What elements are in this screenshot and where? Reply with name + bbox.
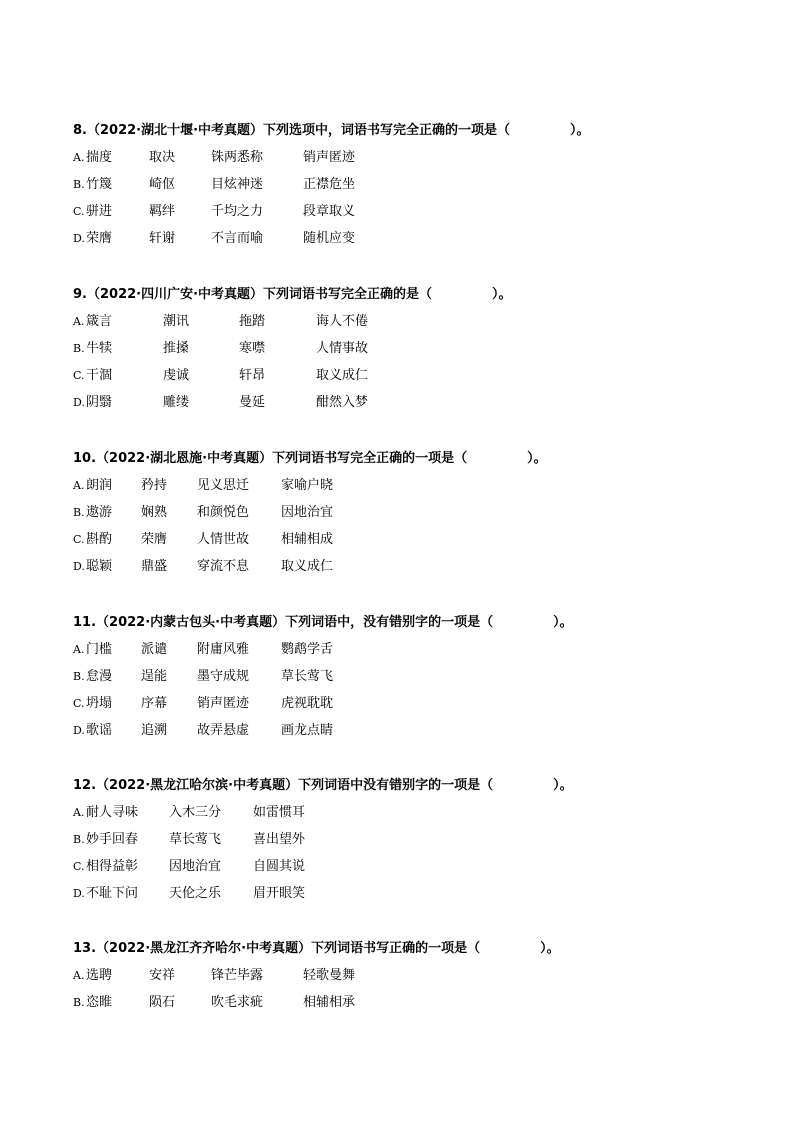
option-word: 轩昂 bbox=[239, 368, 266, 383]
option-word: 寒噤 bbox=[239, 341, 266, 356]
option-word: 骈进 bbox=[86, 204, 113, 219]
question-close: ）。 bbox=[570, 123, 590, 138]
option-a bbox=[73, 804, 733, 831]
option-word: 取义成仁 bbox=[316, 368, 369, 383]
option-word: 取义成仁 bbox=[281, 559, 334, 574]
option-letter: D. bbox=[73, 396, 85, 409]
option-word: 不耻下问 bbox=[86, 886, 139, 901]
option-word: 轻歌曼舞 bbox=[303, 968, 356, 983]
option-b bbox=[73, 668, 733, 695]
option-word: 人情事故 bbox=[316, 341, 369, 356]
question-text: 11.（2022·内蒙古包头·中考真题）下列词语中，没有错别字的一项是（ bbox=[73, 615, 494, 630]
option-word: 轩谢 bbox=[149, 231, 176, 246]
option-word: 附庸风雅 bbox=[197, 642, 250, 657]
option-d bbox=[73, 394, 733, 421]
question-text: 8.（2022·湖北十堰·中考真题）下列选项中，词语书写完全正确的一项是（ bbox=[73, 123, 511, 138]
question-8 bbox=[73, 122, 733, 257]
option-word: 酣然入梦 bbox=[316, 395, 369, 410]
option-word: 故弄悬虚 bbox=[197, 723, 250, 738]
option-letter: A. bbox=[73, 479, 85, 492]
option-word: 段章取义 bbox=[303, 204, 356, 219]
option-word: 揣度 bbox=[86, 150, 113, 165]
question-text: 12.（2022·黑龙江哈尔滨·中考真题）下列词语中没有错别字的一项是（ bbox=[73, 778, 494, 793]
option-b bbox=[73, 176, 733, 203]
option-word: 箴言 bbox=[86, 314, 113, 329]
option-word: 歌谣 bbox=[86, 723, 113, 738]
option-word: 虔诚 bbox=[163, 368, 190, 383]
option-letter: C. bbox=[73, 860, 85, 873]
option-word: 荣膺 bbox=[86, 231, 113, 246]
option-word: 恣睢 bbox=[86, 995, 113, 1010]
option-word: 朗润 bbox=[86, 478, 113, 493]
option-word: 追溯 bbox=[141, 723, 168, 738]
option-letter: B. bbox=[73, 342, 85, 355]
option-word: 斟酌 bbox=[86, 532, 113, 547]
option-word: 穿流不息 bbox=[197, 559, 250, 574]
option-letter: B. bbox=[73, 506, 85, 519]
option-a bbox=[73, 313, 733, 340]
option-letter: B. bbox=[73, 178, 85, 191]
option-word: 吹毛求疵 bbox=[211, 995, 264, 1010]
option-word: 草长莺飞 bbox=[281, 669, 334, 684]
option-word: 怠漫 bbox=[86, 669, 113, 684]
option-word: 墨守成规 bbox=[197, 669, 250, 684]
question-close: ）。 bbox=[553, 778, 573, 793]
option-word: 人情世故 bbox=[197, 532, 250, 547]
question-title bbox=[73, 122, 733, 140]
option-word: 入木三分 bbox=[169, 805, 222, 820]
option-c bbox=[73, 858, 733, 885]
option-word: 家喻户晓 bbox=[281, 478, 334, 493]
option-letter: A. bbox=[73, 643, 85, 656]
option-word: 虎视耽耽 bbox=[281, 696, 334, 711]
option-word: 铢两悉称 bbox=[211, 150, 264, 165]
option-a bbox=[73, 477, 733, 504]
option-a bbox=[73, 149, 733, 176]
option-letter: B. bbox=[73, 833, 85, 846]
option-word: 逞能 bbox=[141, 669, 168, 684]
option-word: 安祥 bbox=[149, 968, 176, 983]
option-word: 相辅相成 bbox=[281, 532, 334, 547]
question-title bbox=[73, 614, 733, 632]
option-word: 竹篾 bbox=[86, 177, 113, 192]
option-a bbox=[73, 967, 733, 994]
option-letter: C. bbox=[73, 205, 85, 218]
option-word: 草长莺飞 bbox=[169, 832, 222, 847]
option-word: 随机应变 bbox=[303, 231, 356, 246]
option-word: 天伦之乐 bbox=[169, 886, 222, 901]
option-b bbox=[73, 831, 733, 858]
option-word: 阴翳 bbox=[86, 395, 113, 410]
question-close: ）。 bbox=[492, 287, 512, 302]
option-word: 画龙点睛 bbox=[281, 723, 334, 738]
question-text: 9.（2022·四川广安·中考真题）下列词语书写完全正确的是（ bbox=[73, 287, 433, 302]
option-word: 正襟危坐 bbox=[303, 177, 356, 192]
option-a bbox=[73, 641, 733, 668]
option-letter: C. bbox=[73, 369, 85, 382]
option-word: 如雷惯耳 bbox=[253, 805, 306, 820]
question-title bbox=[73, 450, 733, 468]
option-word: 和颜悦色 bbox=[197, 505, 250, 520]
option-d bbox=[73, 885, 733, 912]
option-letter: A. bbox=[73, 315, 85, 328]
option-word: 鹦鹉学舌 bbox=[281, 642, 334, 657]
option-word: 目炫神迷 bbox=[211, 177, 264, 192]
option-word: 鼎盛 bbox=[141, 559, 168, 574]
question-10 bbox=[73, 450, 733, 585]
option-word: 取决 bbox=[149, 150, 176, 165]
option-word: 锋芒毕露 bbox=[211, 968, 264, 983]
option-letter: D. bbox=[73, 560, 85, 573]
option-word: 矜持 bbox=[141, 478, 168, 493]
option-letter: C. bbox=[73, 533, 85, 546]
option-d bbox=[73, 722, 733, 749]
option-letter: D. bbox=[73, 232, 85, 245]
question-title bbox=[73, 940, 733, 958]
option-letter: C. bbox=[73, 697, 85, 710]
option-word: 相得益彰 bbox=[86, 859, 139, 874]
option-word: 妙手回春 bbox=[86, 832, 139, 847]
option-letter: A. bbox=[73, 151, 85, 164]
option-word: 不言而喻 bbox=[211, 231, 264, 246]
option-letter: A. bbox=[73, 969, 85, 982]
question-text: 13.（2022·黑龙江齐齐哈尔·中考真题）下列词语书写正确的一项是（ bbox=[73, 941, 481, 956]
question-13 bbox=[73, 940, 733, 1021]
question-close: ）。 bbox=[527, 451, 547, 466]
option-word: 千均之力 bbox=[211, 204, 264, 219]
question-close: ）。 bbox=[540, 941, 560, 956]
option-word: 相辅相承 bbox=[303, 995, 356, 1010]
question-close: ）。 bbox=[553, 615, 573, 630]
option-c bbox=[73, 695, 733, 722]
option-word: 雕缕 bbox=[163, 395, 190, 410]
question-text: 10.（2022·湖北恩施·中考真题）下列词语书写完全正确的一项是（ bbox=[73, 451, 468, 466]
option-word: 序幕 bbox=[141, 696, 168, 711]
option-b bbox=[73, 504, 733, 531]
option-letter: A. bbox=[73, 806, 85, 819]
option-word: 推搡 bbox=[163, 341, 190, 356]
option-word: 羁绊 bbox=[149, 204, 176, 219]
question-11 bbox=[73, 614, 733, 749]
option-c bbox=[73, 531, 733, 558]
option-letter: D. bbox=[73, 887, 85, 900]
option-word: 眉开眼笑 bbox=[253, 886, 306, 901]
option-word: 销声匿迹 bbox=[303, 150, 356, 165]
option-word: 坍塌 bbox=[86, 696, 113, 711]
option-word: 选聘 bbox=[86, 968, 113, 983]
option-letter: D. bbox=[73, 724, 85, 737]
option-word: 门槛 bbox=[86, 642, 113, 657]
option-word: 喜出望外 bbox=[253, 832, 306, 847]
question-title bbox=[73, 286, 733, 304]
option-word: 见义思迁 bbox=[197, 478, 250, 493]
option-word: 曼延 bbox=[239, 395, 266, 410]
option-c bbox=[73, 203, 733, 230]
option-word: 潮讯 bbox=[163, 314, 190, 329]
option-word: 拖踏 bbox=[239, 314, 266, 329]
option-word: 销声匿迹 bbox=[197, 696, 250, 711]
option-word: 因地治宜 bbox=[281, 505, 334, 520]
option-d bbox=[73, 558, 733, 585]
option-letter: B. bbox=[73, 996, 85, 1009]
option-d bbox=[73, 230, 733, 257]
option-word: 牛犊 bbox=[86, 341, 113, 356]
question-12 bbox=[73, 777, 733, 912]
option-word: 诲人不倦 bbox=[316, 314, 369, 329]
option-b bbox=[73, 994, 733, 1021]
question-9 bbox=[73, 286, 733, 421]
option-word: 遨游 bbox=[86, 505, 113, 520]
option-word: 崎伛 bbox=[149, 177, 176, 192]
option-letter: B. bbox=[73, 670, 85, 683]
option-word: 派谴 bbox=[141, 642, 168, 657]
option-word: 干涸 bbox=[86, 368, 113, 383]
option-word: 自圆其说 bbox=[253, 859, 306, 874]
option-word: 聪颖 bbox=[86, 559, 113, 574]
question-title bbox=[73, 777, 733, 795]
option-c bbox=[73, 367, 733, 394]
option-b bbox=[73, 340, 733, 367]
option-word: 娴熟 bbox=[141, 505, 168, 520]
option-word: 陨石 bbox=[149, 995, 176, 1010]
option-word: 耐人寻味 bbox=[86, 805, 139, 820]
option-word: 荣膺 bbox=[141, 532, 168, 547]
option-word: 因地治宜 bbox=[169, 859, 222, 874]
